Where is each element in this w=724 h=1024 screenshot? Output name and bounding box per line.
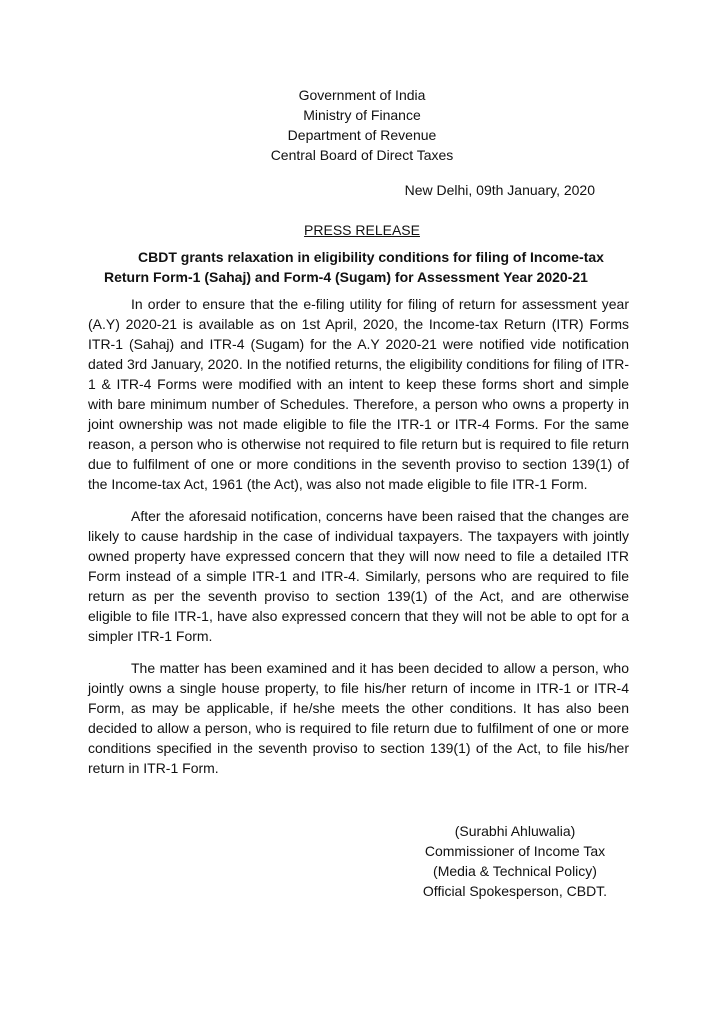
header-ministry: Ministry of Finance [303, 107, 421, 123]
signatory-designation: Commissioner of Income Tax [424, 843, 606, 859]
title-line-1: CBDT grants relaxation in eligibility conditions for filing of Income-tax [138, 249, 604, 265]
document-title [92, 247, 628, 287]
signatory-role: Official Spokesperson, CBDT. [422, 883, 608, 899]
header-government: Government of India [298, 87, 426, 103]
paragraph-1: In order to ensure that the e-filing utility for filing of return for assessment year (A.Y) 2020-21 is available as on 1st April, 2020, the Income-tax Return (ITR) Forms ITR-1 (Sahaj) and ITR-4 (Sugam) for the A.Y 2020-21 were notified vide notification dated 3rd January, 2020. In the notified returns, the eligibility conditions for filing of ITR-1 & ITR-4 Forms were modified with an intent to keep these forms short and simple with bare minimum number of Schedules. Therefore, a person who owns a property in joint ownership was not made eligible to file the ITR-1 or ITR-4 Forms. For the same reason, a person who is otherwise not required to file return but is required to file return due to fulfilment of one or more conditions in the seventh proviso to section 139(1) of the Income-tax Act, 1961 (the Act), was also not made eligible to file ITR-1 Form. [88, 296, 629, 492]
header-board: Central Board of Direct Taxes [270, 147, 454, 163]
issuing-authority-header [0, 85, 724, 165]
body-text [88, 294, 629, 790]
paragraph-3: The matter has been examined and it has been decided to allow a person, who jointly owns a single house property, to file his/her return of income in ITR-1 or ITR-4 Form, as may be applicable, if he/she meets the other conditions. It has also been decided to allow a person, who is required to file return due to fulfilment of one or more conditions specified in the seventh proviso to section 139(1) of the Act, to file his/her return in ITR-1 Form. [88, 660, 629, 776]
header-department: Department of Revenue [287, 127, 437, 143]
place-and-date: New Delhi, 09th January, 2020 [404, 182, 595, 198]
signatory-name: (Surabhi Ahluwalia) [454, 823, 576, 839]
paragraph-2: After the aforesaid notification, concerns have been raised that the changes are likely to cause hardship in the case of individual taxpayers. The taxpayers with jointly owned property have expressed concern that they will now need to file a detailed ITR Form instead of a simple ITR-1 and ITR-4. Similarly, persons who are required to file return as per the seventh proviso to section 139(1) of the Act, and are otherwise eligible to file ITR-1, have also expressed concern that they will not be able to opt for a simpler ITR-1 Form. [88, 508, 629, 644]
press-release-heading: PRESS RELEASE [304, 222, 420, 238]
signature-block [405, 821, 625, 901]
signatory-division: (Media & Technical Policy) [433, 863, 597, 879]
title-line-2: Return Form-1 (Sahaj) and Form-4 (Sugam) for Assessment Year 2020-21 [104, 269, 588, 285]
